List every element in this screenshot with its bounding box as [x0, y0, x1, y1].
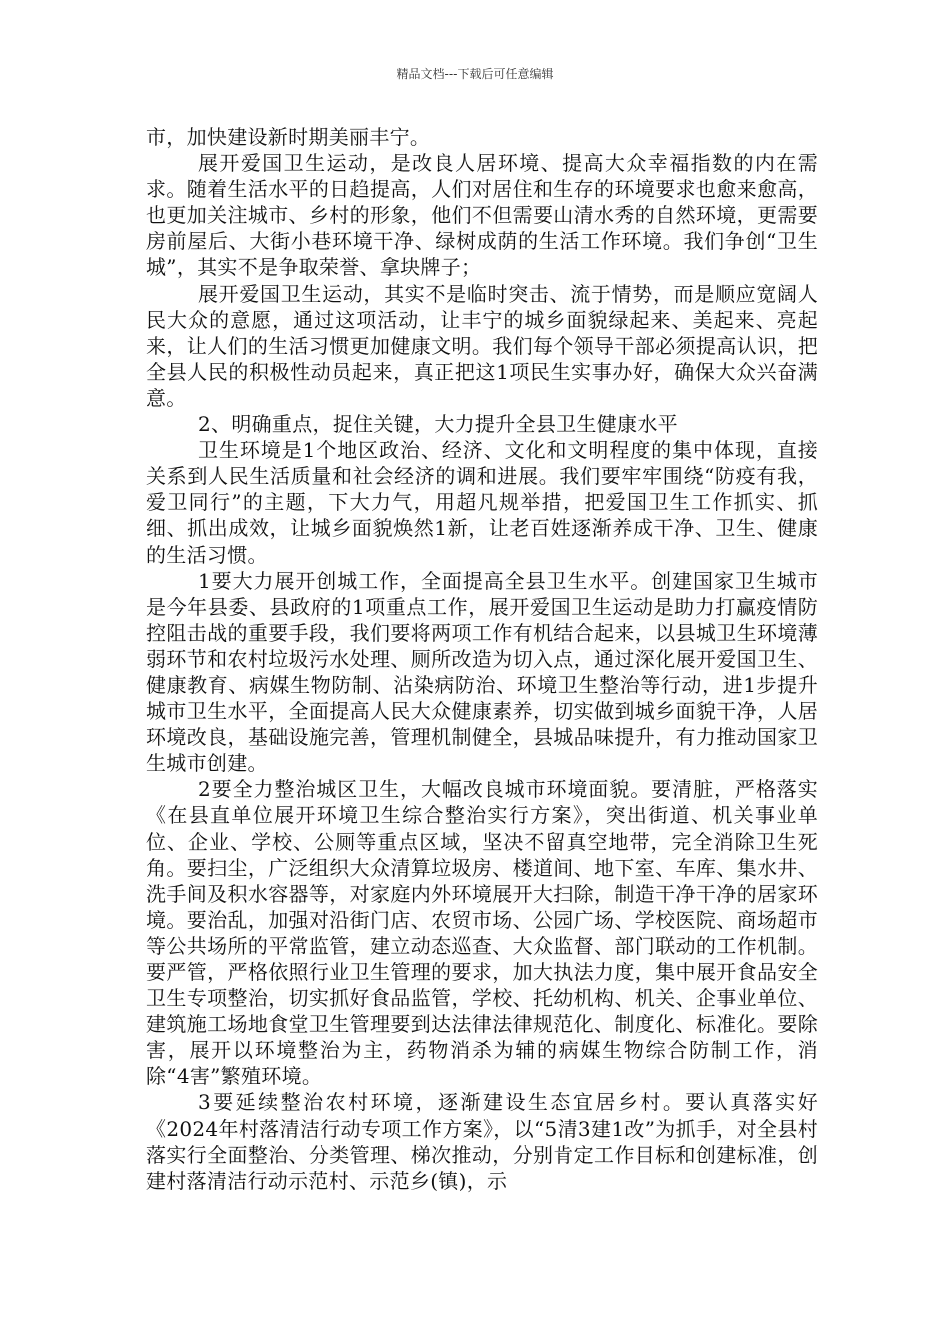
paragraph: 展开爱国卫生运动，是改良人居环境、提高大众幸福指数的内在需求。随着生活水平的日趋提高，人们对居住和生存的环境要求也愈来愈高，也更加关注城市、乡村的形象，他们不但需要山清水秀的自然环境，更需要房前屋后、大街小巷环境干净、绿树成荫的生活工作环境。我们争创“卫生城”，其实不是争取荣誉、拿块牌子；	[146, 151, 818, 280]
section-heading: 2、明确重点，捉住关键，大力提升全县卫生健康水平	[198, 412, 678, 437]
document-body	[146, 124, 818, 1194]
paragraph-continuation: 市，加快建设新时期美丽丰宁。	[146, 125, 431, 149]
paragraph: 展开爱国卫生运动，其实不是临时突击、流于情势，而是顺应宽阔人民大众的意愿，通过这项活动，让丰宁的城乡面貌绿起来、美起来、亮起来，让人们的生活习惯更加健康文明。我们每个领导干部必须提高认识，把全县人民的积极性动员起来，真正把这1项民生实事办好，确保大众兴奋满意。	[146, 281, 818, 410]
paragraph: 1要大力展开创城工作，全面提高全县卫生水平。创建国家卫生城市是今年县委、县政府的1项重点工作，展开爱国卫生运动是助力打赢疫情防控阻击战的重要手段，我们要将两项工作有机结合起来，以县城卫生环境薄弱环节和农村垃圾污水处理、厕所改造为切入点，通过深化展开爱国卫生、健康教育、病媒生物防制、沾染病防治、环境卫生整治等行动，进1步提升城市卫生水平，全面提高人民大众健康素养，切实做到城乡面貌干净，人居环境改良，基础设施完善，管理机制健全，县城品味提升，有力推动国家卫生城市创建。	[146, 568, 818, 776]
paragraph: 卫生环境是1个地区政治、经济、文化和文明程度的集中体现，直接关系到人民生活质量和社会经济的调和进展。我们要牢牢围绕“防疫有我，爱卫同行”的主题，下大力气，用超凡规举措，把爱国卫生工作抓实、抓细、抓出成效，让城乡面貌焕然1新，让老百姓逐渐养成干净、卫生、健康的生活习惯。	[146, 438, 818, 567]
page-header: 精品文档---下载后可任意编辑	[396, 67, 554, 81]
paragraph: 3要延续整治农村环境，逐渐建设生态宜居乡村。要认真落实好《2024年村落清洁行动专项工作方案》，以“5清3建1改”为抓手，对全县村落实行全面整治、分类管理、梯次推动，分别肯定工作目标和创建标准，创建村落清洁行动示范村、示范乡(镇)，示	[146, 1090, 818, 1193]
paragraph: 2要全力整治城区卫生，大幅改良城市环境面貌。要清脏，严格落实《在县直单位展开环境卫生综合整治实行方案》，突出街道、机关事业单位、企业、学校、公厕等重点区域，坚决不留真空地带，完全消除卫生死角。要扫尘，广泛组织大众清算垃圾房、楼道间、地下室、车库、集水井、洗手间及积水容器等，对家庭内外环境展开大扫除，制造干净干净的居家环境。要治乱，加强对沿街门店、农贸市场、公园广场、学校医院、商场超市等公共场所的平常监管，建立动态巡查、大众监督、部门联动的工作机制。要严管，严格依照行业卫生管理的要求，加大执法力度，集中展开食品安全卫生专项整治，切实抓好食品监管，学校、托幼机构、机关、企事业单位、建筑施工场地食堂卫生管理要到达法律法律规范化、制度化、标准化。要除害，展开以环境整治为主，药物消杀为辅的病媒生物综合防制工作，消除“4害”繁殖环境。	[146, 777, 818, 1089]
